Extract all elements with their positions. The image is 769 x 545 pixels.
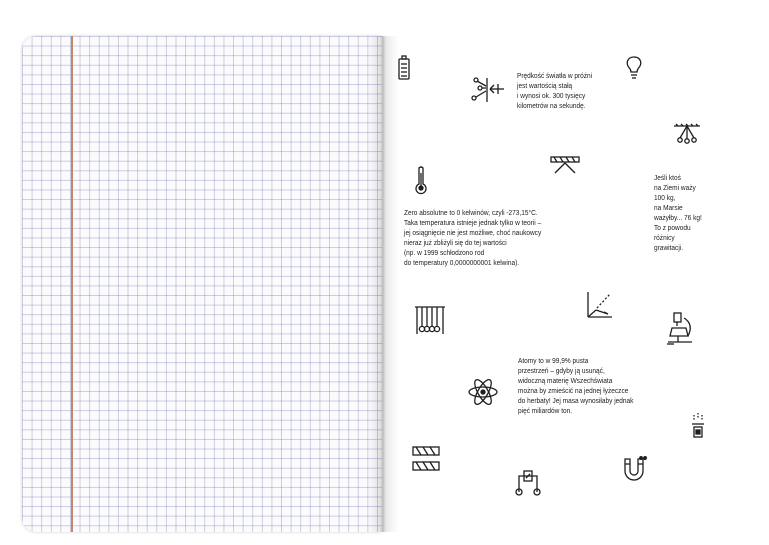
magnet-icon bbox=[620, 455, 648, 483]
pendulum-icon bbox=[672, 123, 702, 145]
book-spine bbox=[368, 36, 398, 532]
absolute-zero-text: Zero absolutne to 0 kelwinów, czyli -273,15°C. Taka temperatura istnieje jednak tylko w teorii – jej osiągnięcie nie jest możliwe, choć naukowcy nieraz już zbliżyli się do tej wartości (np. w 1999 schłodzono rod do temperatury 0,0000000001 kelwina). bbox=[404, 208, 542, 267]
battery-icon bbox=[396, 55, 412, 81]
light-speed-text: Prędkość światła w próżni jest wartością stałą i wynosi ok. 300 tysięcy kilometrów na sekundę. bbox=[517, 71, 593, 110]
margin-line bbox=[71, 36, 73, 532]
thermometer-icon bbox=[413, 165, 429, 195]
lamp-flask-icon bbox=[690, 412, 706, 440]
circuit-icon bbox=[513, 466, 543, 498]
newtons-cradle-icon bbox=[413, 304, 447, 336]
light-bulb-icon bbox=[625, 55, 643, 81]
left-page-grid bbox=[22, 36, 382, 532]
graph-axes-icon bbox=[584, 290, 614, 320]
lens-light-icon bbox=[470, 76, 510, 104]
weight-text: Jeśli ktoś na Ziemi waży 100 kg, na Marsie ważyłby... 76 kg! To z powodu różnicy grawitacji. bbox=[654, 173, 702, 252]
microscope-icon bbox=[664, 310, 696, 348]
atom-icon bbox=[466, 375, 500, 409]
atoms-text: Atomy to w 99,9% pusta przestrzeń – gdyby ją usunąć, widoczną materię Wszechświata można by zmieścić na jednej łyżeczce do herbaty! Jej masa wynosiłaby jednak pięć miliardów ton. bbox=[518, 356, 634, 415]
friction-icon bbox=[411, 444, 441, 474]
mirror-refraction-icon bbox=[549, 155, 581, 175]
